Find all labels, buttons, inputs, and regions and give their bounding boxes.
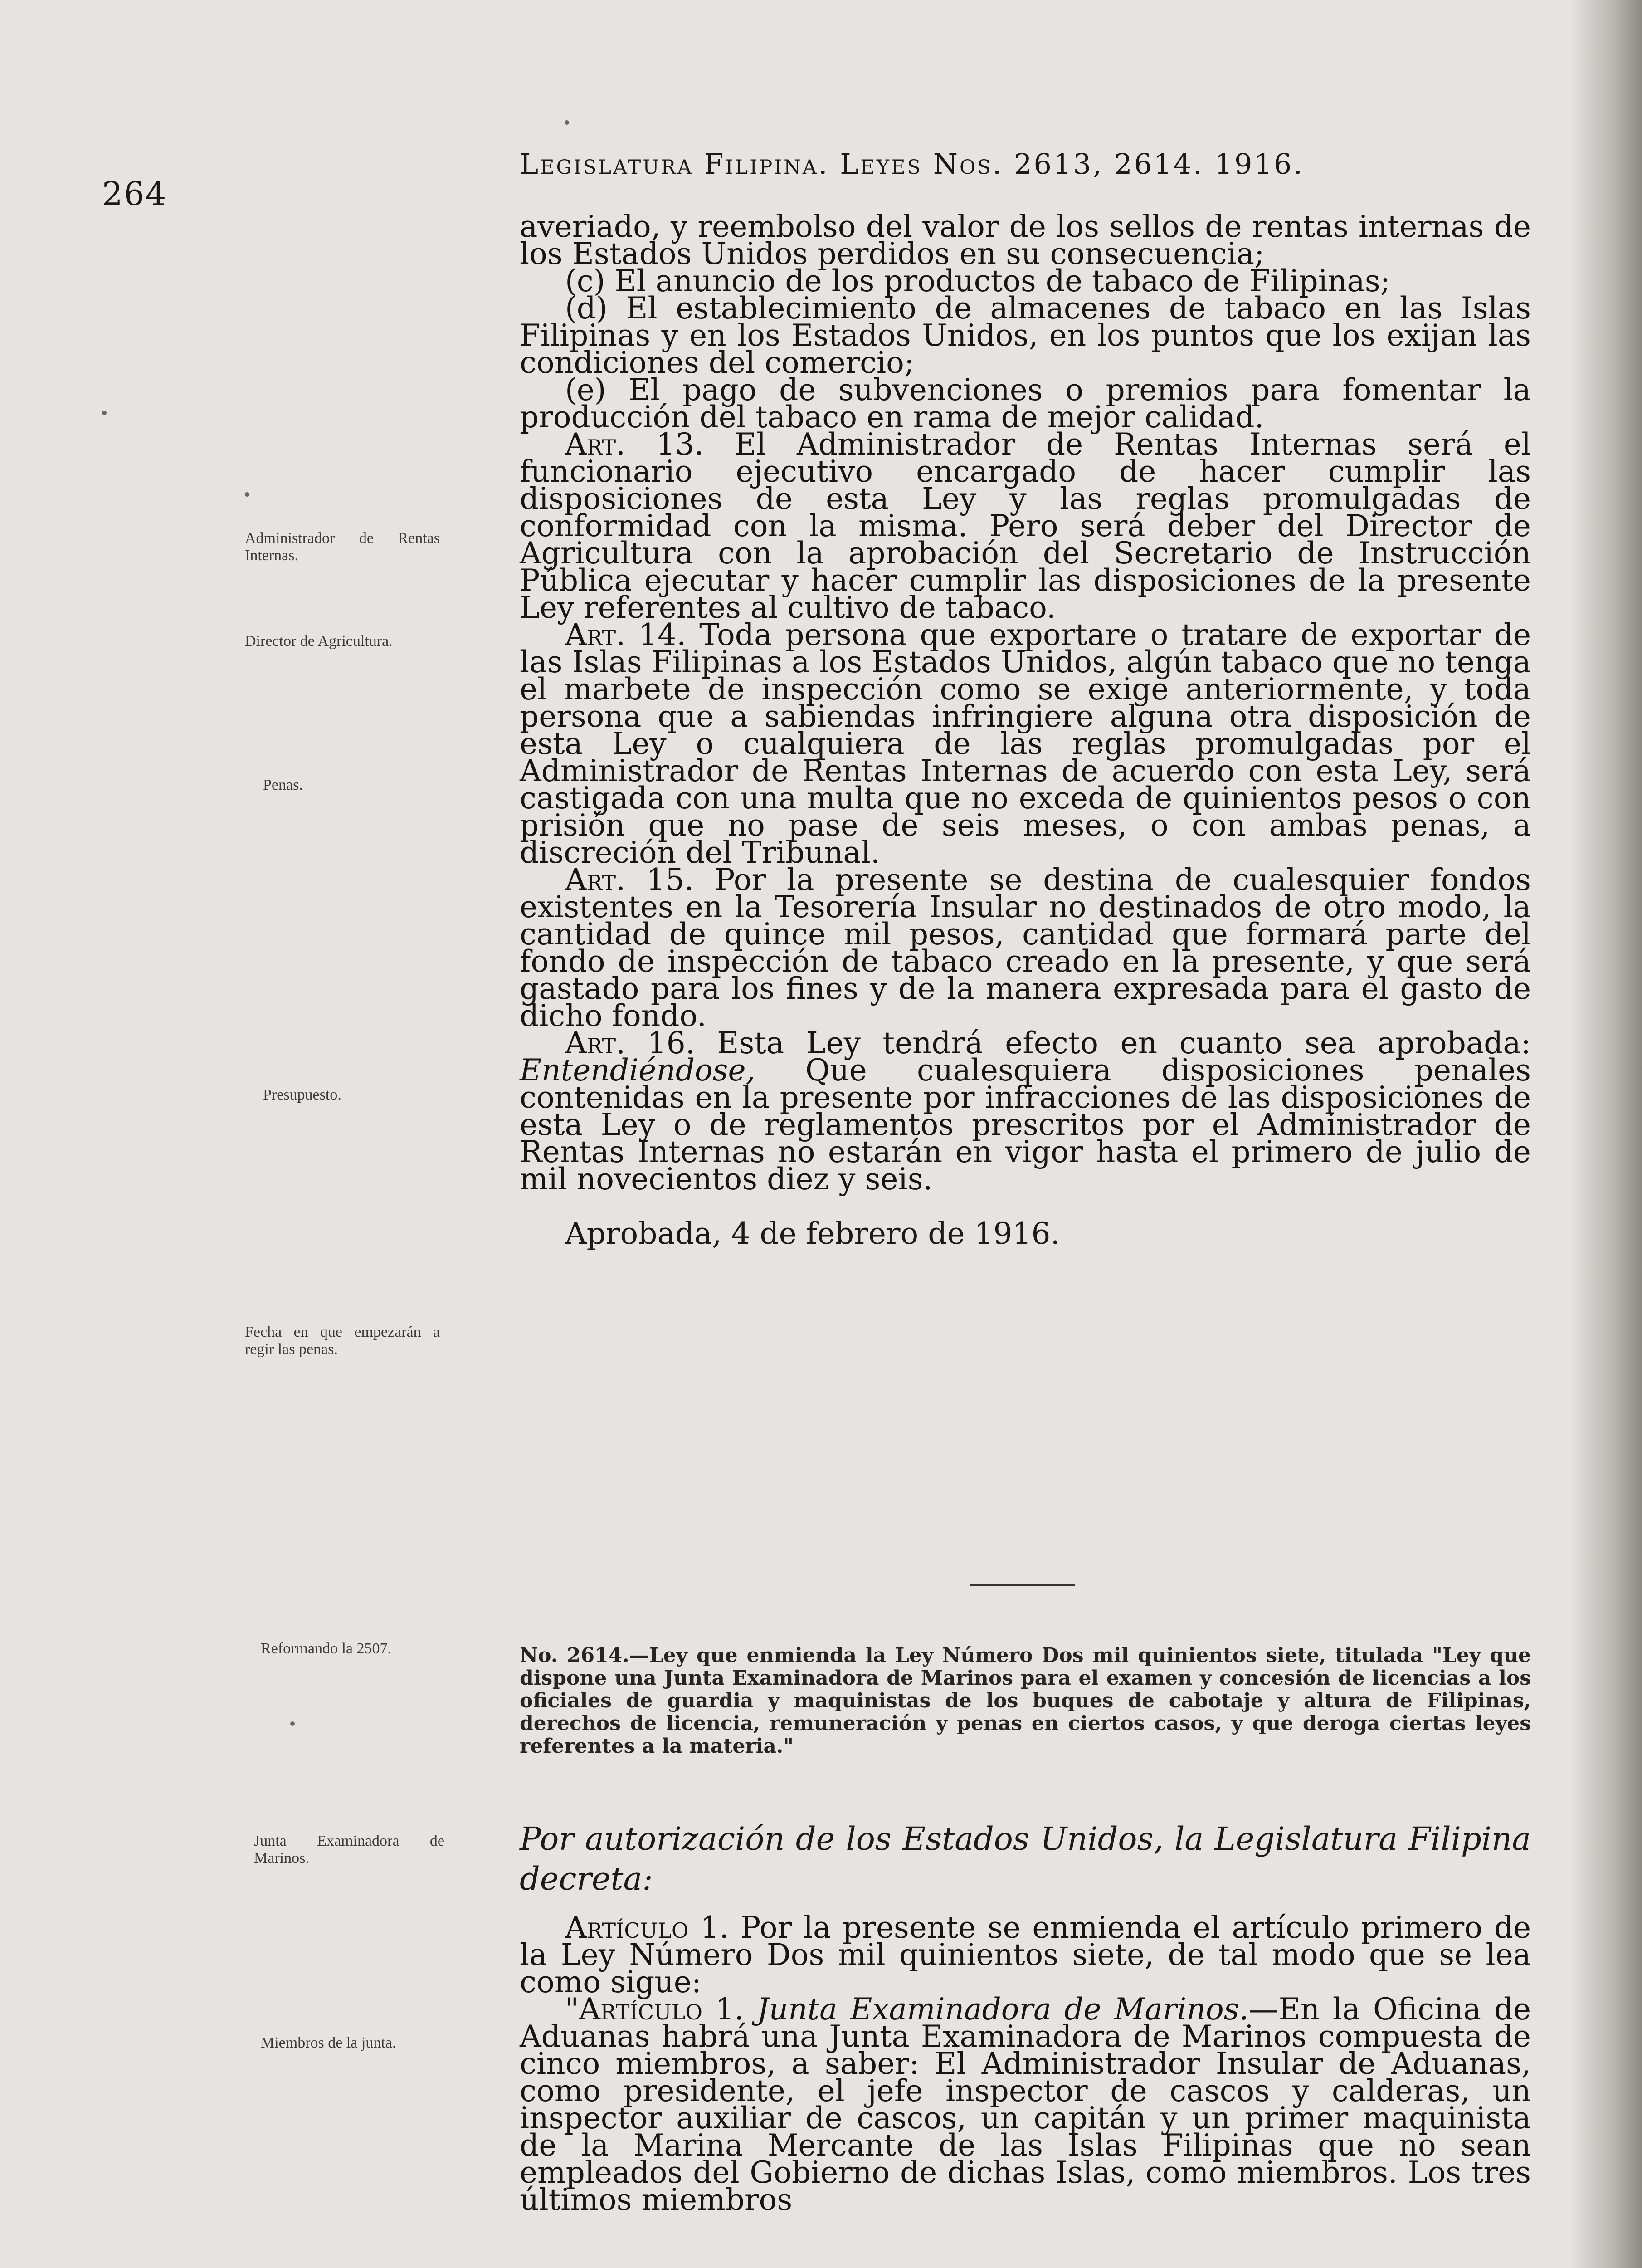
page-edge-shadow <box>1569 0 1642 2268</box>
margin-note-miembros: Miembros de la junta. <box>261 2034 396 2051</box>
article-15 <box>520 862 1531 1033</box>
article-16-proviso-italic: Entendiéndose, <box>520 1053 755 1088</box>
article-15-text: Por la presente se destina de cualesquier fondos existentes en la Tesorería Insular no destinados de otro modo, la cantidad de quince mil pesos, cantidad que formará parte del fondo de inspección de tabaco creado en la presente, y que será gastado para los fines y de la manera expresada para el gasto de dicho fondo. <box>520 862 1531 1033</box>
paper-speck <box>290 1721 295 1726</box>
approval-date: Aprobada, 4 de febrero de 1916. <box>565 1216 1060 1251</box>
margin-note-penas: Penas. <box>263 777 303 793</box>
quoted-article-1 <box>520 1992 1531 2217</box>
article-1-label: Artículo 1. <box>565 1910 729 1945</box>
paper-speck <box>102 411 107 415</box>
paper-speck <box>245 492 249 497</box>
body-text-bottom <box>520 1910 1531 2217</box>
running-head: Legislatura Filipina. Leyes Nos. 2613, 2614. 1916. <box>520 147 1304 181</box>
paragraph-item-e: (e) El pago de subvenciones o premios para fomentar la producción del tabaco en rama de mejor calidad. <box>520 372 1531 435</box>
law-summary: No. 2614.—Ley que enmienda la Ley Número Dos mil quinientos siete, titulada "Ley que dispone una Junta Examinadora de Marinos para el examen y concesión de licencias a los oficiales de guardia y maquinistas de los buques de cabotaje y altura de Filipinas, derechos de licencia, remuneración y penas en ciertos casos, y que deroga ciertas leyes referentes a la materia." <box>520 1644 1531 1758</box>
article-13-label: Art. 13. <box>565 427 704 462</box>
article-16 <box>520 1026 1531 1197</box>
enacting-clause: Por autorización de los Estados Unidos, la Legislatura Filipina decreta: <box>520 1820 1531 1897</box>
article-14-label: Art. 14. <box>565 617 687 652</box>
paragraph-item-d: (d) El establecimiento de almacenes de tabaco en las Islas Filipinas y en los Estados Unidos, en los puntos que los exijan las condiciones del comercio; <box>520 291 1531 380</box>
margin-note-administrador: Administrador de Rentas Internas. <box>245 530 440 564</box>
body-text-top <box>520 209 1531 1251</box>
margin-note-presupuesto: Presupuesto. <box>263 1086 341 1103</box>
article-1 <box>520 1910 1531 1999</box>
article-14 <box>520 617 1531 870</box>
margin-note-junta: Junta Examinadora de Marinos. <box>254 1833 444 1867</box>
margin-note-director: Director de Agricultura. <box>245 633 393 650</box>
paragraph-continuation: averiado, y reembolso del valor de los sellos de rentas internas de los Estados Unidos perdidos en su consecuencia; <box>520 209 1531 271</box>
article-13-text: El Administrador de Rentas Internas será el funcionario ejecutivo encargado de hacer cumplir las disposiciones de esta Ley y las reglas promulgadas de conformidad con la misma. Pero será deber del Director de Agricultura con la aprobación del Secretario de Instrucción Pública ejecutar y hacer cumplir las disposiciones de la presente Ley referentes al cultivo de tabaco. <box>520 427 1531 625</box>
article-16-label: Art. 16. <box>565 1026 695 1061</box>
section-divider <box>970 1584 1075 1586</box>
article-16-proviso-text: Que cualesquiera disposiciones penales contenidas en la presente por infracciones de las disposiciones de esta Ley o de reglamentos prescritos por el Administrador de Rentas Internas no estarán en vigor hasta el primero de julio de mil novecientos diez y seis. <box>520 1053 1531 1197</box>
page-number: 264 <box>102 175 167 213</box>
article-16-text: Esta Ley tendrá efecto en cuanto sea aprobada: <box>695 1026 1531 1061</box>
margin-note-reformando: Reformando la 2507. <box>261 1640 391 1657</box>
article-14-text: Toda persona que exportare o tratare de exportar de las Islas Filipinas a los Estados Unidos, algún tabaco que no tenga el marbete de inspección como se exige anteriormente, y toda persona que a sabiendas infringiere alguna otra disposición de esta Ley o cualquiera de las reglas promulgadas por el Administrador de Rentas Internas de acuerdo con esta Ley, será castigada con una multa que no exceda de quinientos pesos o con prisión que no pase de seis meses, o con ambas penas, a discreción del Tribunal. <box>520 617 1531 870</box>
paragraph-item-c: (c) El anuncio de los productos de tabaco de Filipinas; <box>565 264 1390 298</box>
quoted-article-1-label: "Artículo 1. <box>565 1992 744 2027</box>
article-15-label: Art. 15. <box>565 862 694 897</box>
article-1-text: Por la presente se enmienda el artículo primero de la Ley Número Dos mil quinientos siete, de tal modo que se lea como sigue: <box>520 1910 1531 1999</box>
margin-note-fecha: Fecha en que empezarán a regir las penas. <box>245 1324 440 1358</box>
quoted-article-1-title: Junta Examinadora de Marinos. <box>757 1992 1249 2027</box>
quoted-article-1-text: —En la Oficina de Aduanas habrá una Junta Examinadora de Marinos compuesta de cinco miembros, a saber: El Administrador Insular de Aduanas, como presidente, el jefe inspector de cascos y calderas, un inspector auxiliar de cascos, un capitán y un primer maquinista de la Marina Mercante de las Islas Filipinas que no sean empleados del Gobierno de dichas Islas, como miembros. Los tres últimos miembros <box>520 1992 1531 2217</box>
paper-speck <box>565 120 569 125</box>
article-13 <box>520 427 1531 625</box>
